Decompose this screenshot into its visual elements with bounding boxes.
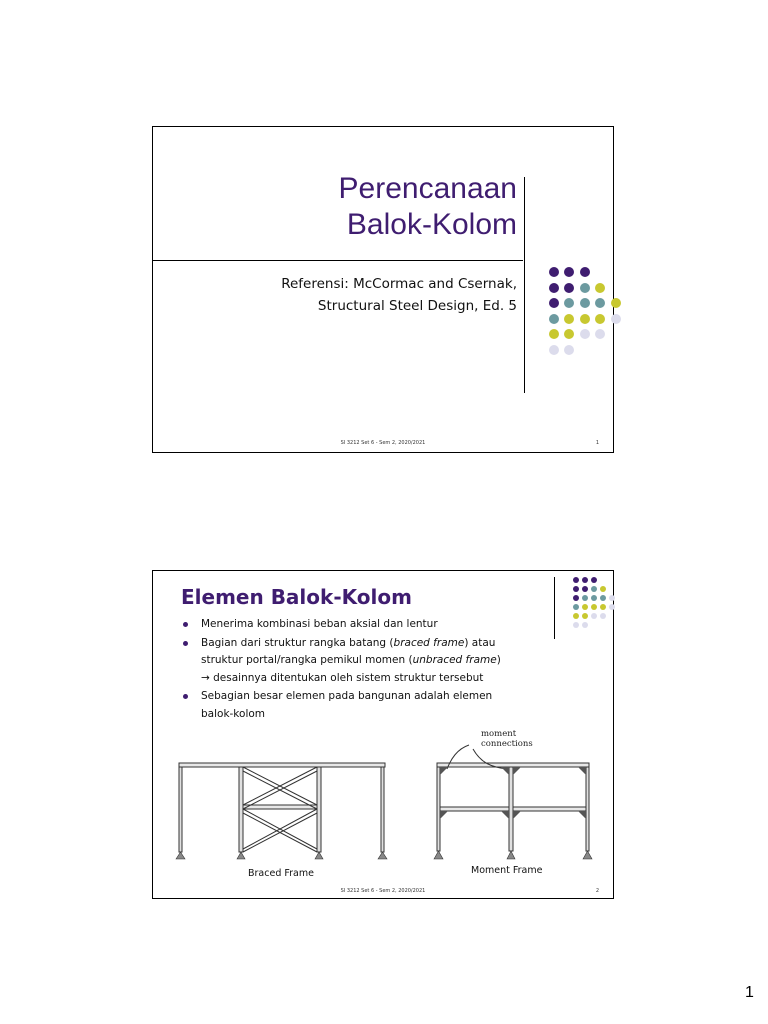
decorative-dot bbox=[573, 604, 579, 610]
decorative-dot bbox=[564, 283, 574, 293]
decorative-dot bbox=[611, 314, 621, 324]
decorative-dot bbox=[595, 283, 605, 293]
slide-footer: SI 3212 Set 6 - Sem 2, 2020/2021 bbox=[340, 440, 426, 446]
decorative-dot bbox=[573, 622, 579, 628]
decorative-dot bbox=[582, 604, 588, 610]
decorative-dot bbox=[573, 595, 579, 601]
decorative-dot bbox=[580, 329, 590, 339]
page-number: 1 bbox=[745, 984, 754, 1001]
decorative-dot bbox=[580, 267, 590, 277]
decorative-dot bbox=[549, 314, 559, 324]
decorative-dot bbox=[580, 298, 590, 308]
moment-connections-annotation: moment connections bbox=[481, 729, 533, 749]
decorative-dot bbox=[600, 586, 606, 592]
slide-page-number: 2 bbox=[595, 888, 599, 894]
slide-footer: SI 3212 Set 6 - Sem 2, 2020/2021 bbox=[340, 888, 426, 894]
moment-frame-diagram bbox=[429, 731, 599, 861]
slide-1 bbox=[152, 126, 614, 453]
title-line-2: Balok-Kolom bbox=[346, 208, 517, 241]
vertical-divider bbox=[554, 577, 555, 639]
decorative-dot bbox=[595, 314, 605, 324]
decorative-dot bbox=[582, 577, 588, 583]
decorative-dot bbox=[582, 622, 588, 628]
decorative-dot bbox=[549, 298, 559, 308]
decorative-dot bbox=[582, 613, 588, 619]
slide-title bbox=[339, 171, 517, 243]
decorative-dot bbox=[573, 577, 579, 583]
decorative-dot bbox=[582, 595, 588, 601]
decorative-dot bbox=[564, 345, 574, 355]
braced-frame-diagram bbox=[173, 757, 393, 861]
decorative-dot bbox=[564, 267, 574, 277]
decorative-dot bbox=[609, 595, 615, 601]
decorative-dot bbox=[564, 298, 574, 308]
decorative-dot bbox=[609, 604, 615, 610]
bullet-item: Menerima kombinasi beban aksial dan lentur bbox=[181, 616, 551, 634]
decorative-dot bbox=[591, 595, 597, 601]
decorative-dot bbox=[573, 586, 579, 592]
bullet-list bbox=[181, 616, 551, 724]
decorative-dot bbox=[549, 267, 559, 277]
slide-title: Elemen Balok-Kolom bbox=[181, 585, 412, 609]
decorative-dot bbox=[549, 329, 559, 339]
title-line-1: Perencanaan bbox=[338, 172, 517, 205]
decorative-dot bbox=[564, 314, 574, 324]
slide-2 bbox=[152, 570, 614, 899]
bullet-item: Bagian dari struktur rangka batang (braced frame) atau struktur portal/rangka pemikul momen (unbraced frame) → desainnya ditentukan oleh sistem struktur tersebut bbox=[181, 635, 551, 688]
decorative-dot bbox=[564, 329, 574, 339]
slide-subtitle bbox=[281, 273, 517, 317]
decorative-dot bbox=[582, 586, 588, 592]
subtitle-line-1: Referensi: McCormac and Csernak, bbox=[281, 276, 517, 292]
decorative-dot bbox=[600, 613, 606, 619]
decorative-dot bbox=[600, 604, 606, 610]
decorative-dot bbox=[580, 314, 590, 324]
decorative-dot bbox=[595, 298, 605, 308]
decorative-dot bbox=[591, 604, 597, 610]
subtitle-line-2: Structural Steel Design, Ed. 5 bbox=[317, 298, 517, 314]
decorative-dot bbox=[591, 577, 597, 583]
bullet-item: Sebagian besar elemen pada bangunan adalah elemen balok-kolom bbox=[181, 688, 551, 723]
moment-frame-caption: Moment Frame bbox=[471, 865, 543, 876]
decorative-dot bbox=[549, 345, 559, 355]
slide-page-number: 1 bbox=[595, 440, 599, 446]
decorative-dot bbox=[595, 329, 605, 339]
horizontal-divider bbox=[153, 260, 523, 261]
decorative-dot bbox=[549, 283, 559, 293]
braced-frame-caption: Braced Frame bbox=[248, 868, 314, 879]
decorative-dot bbox=[573, 613, 579, 619]
decorative-dot bbox=[580, 283, 590, 293]
vertical-divider bbox=[524, 177, 525, 393]
decorative-dot bbox=[611, 298, 621, 308]
decorative-dot bbox=[591, 586, 597, 592]
decorative-dot bbox=[600, 595, 606, 601]
decorative-dot bbox=[591, 613, 597, 619]
